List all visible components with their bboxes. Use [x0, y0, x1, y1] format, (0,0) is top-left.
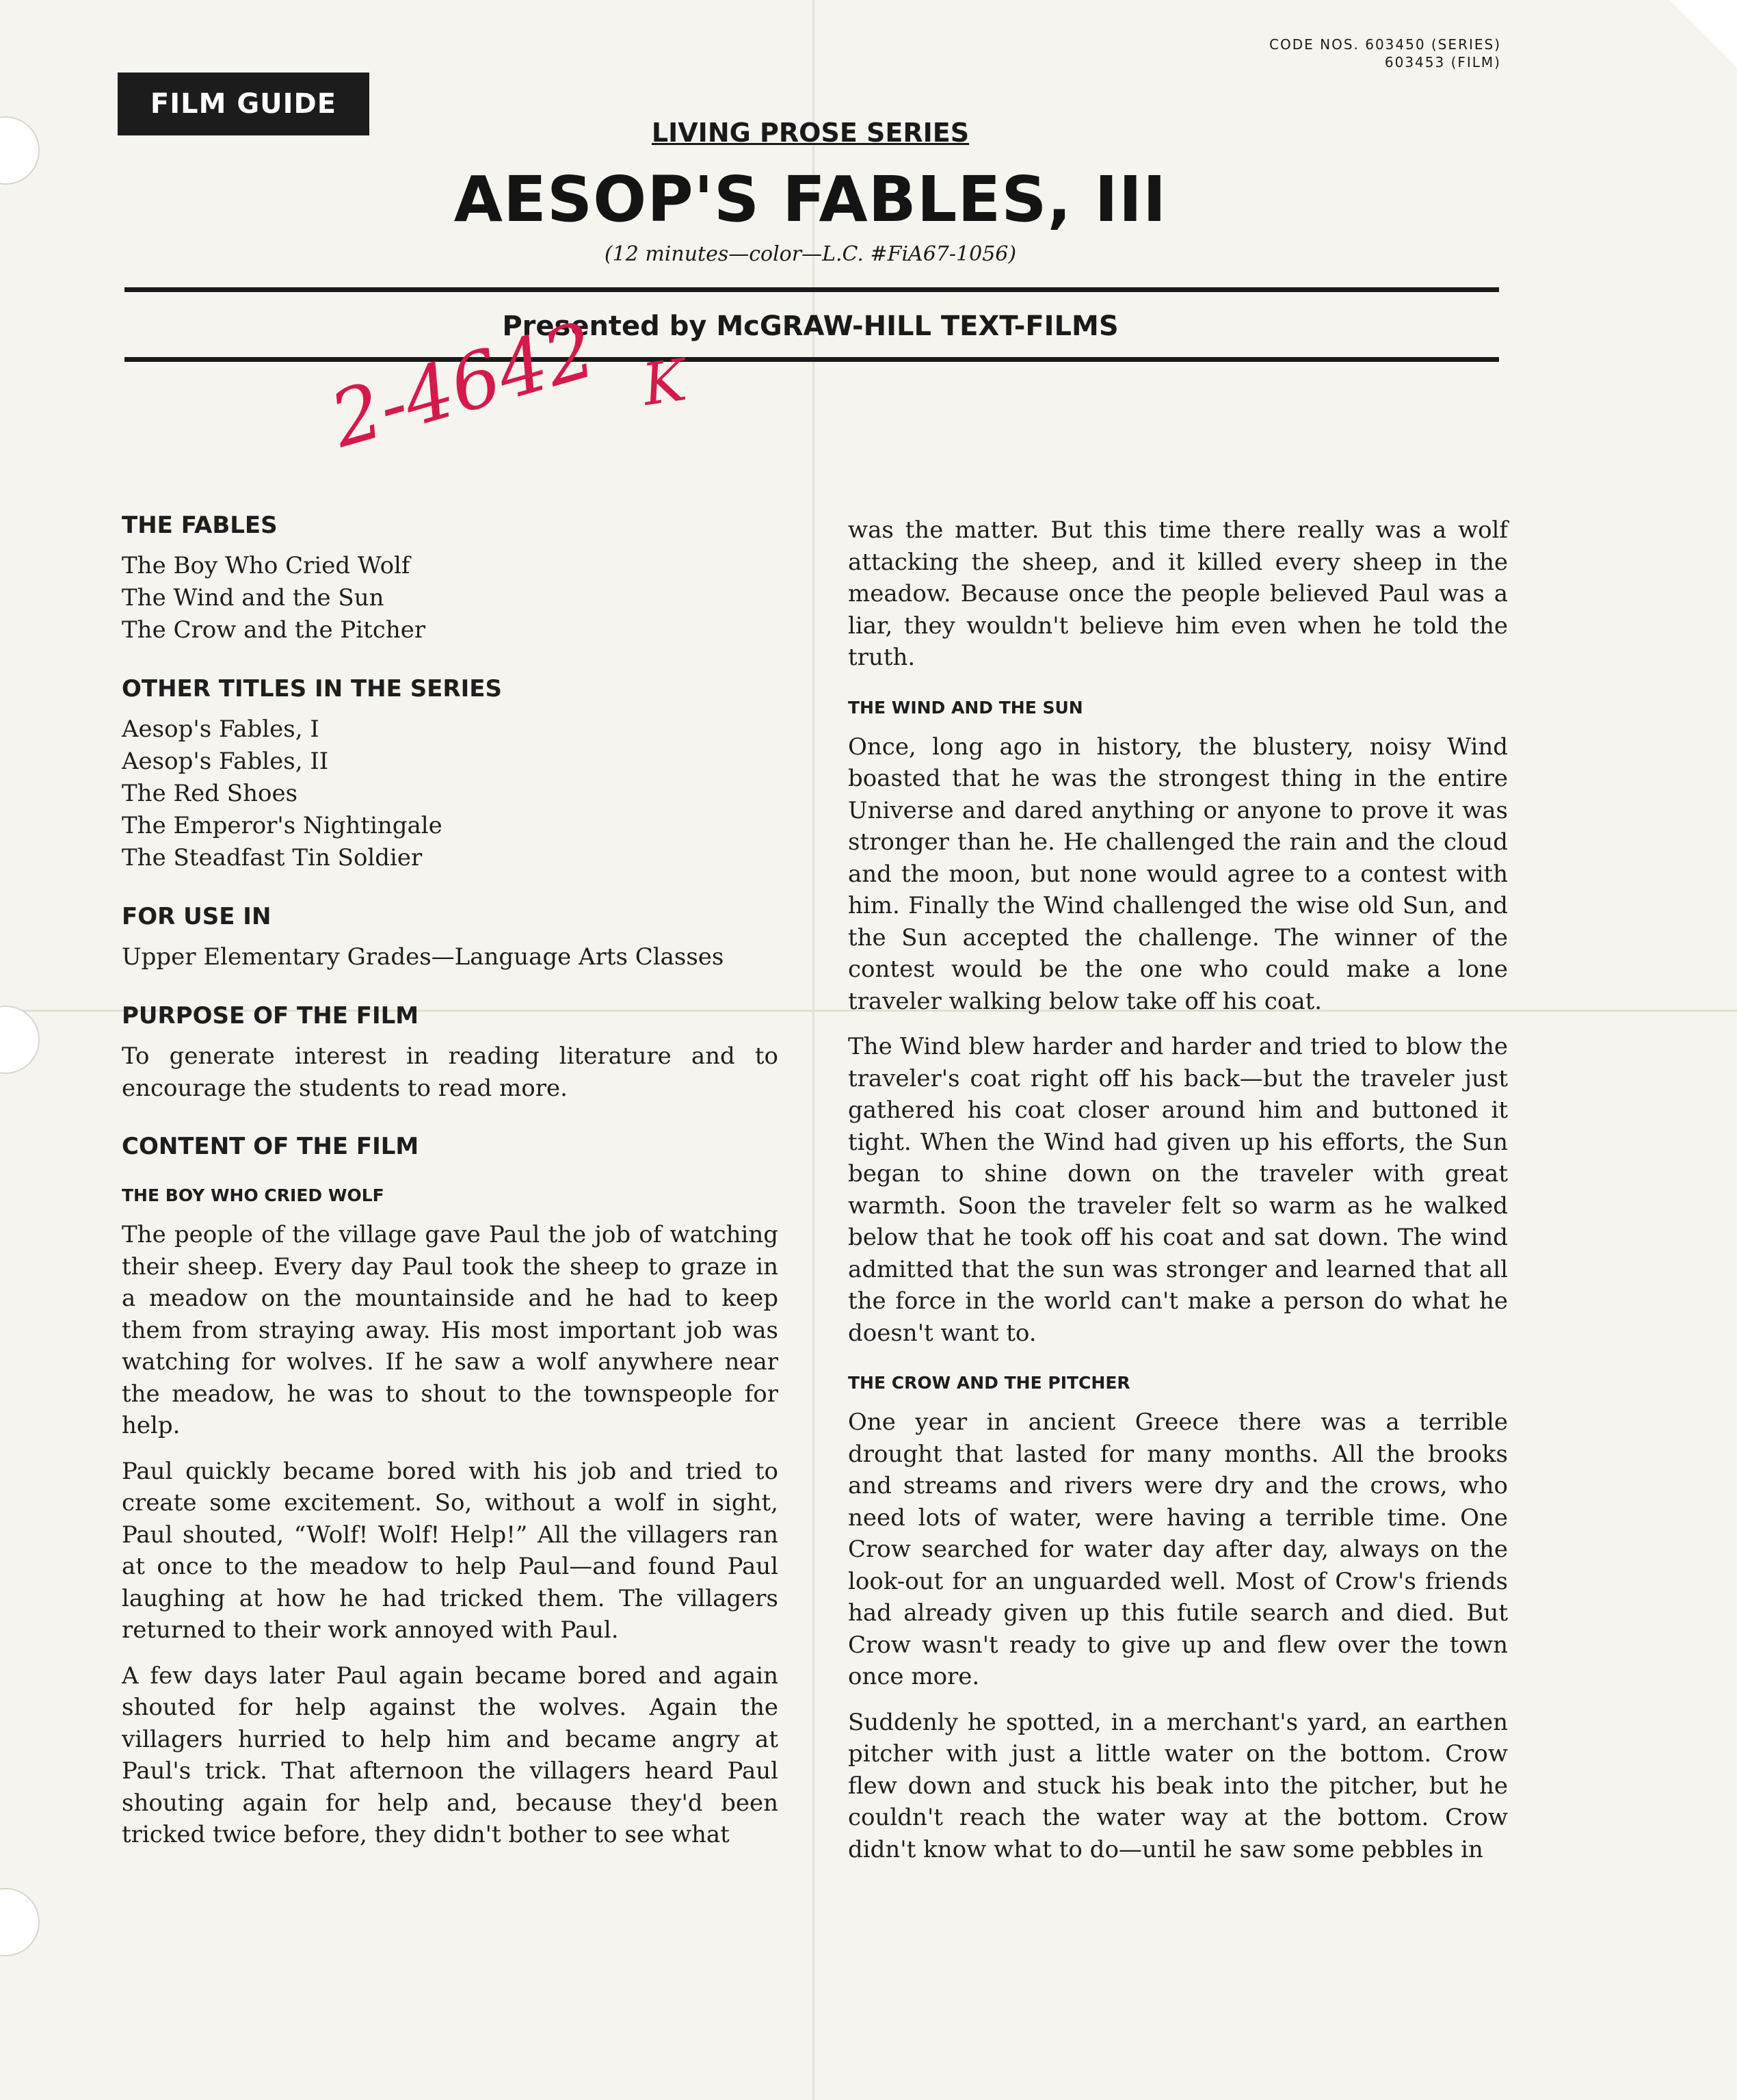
- rule-top: [124, 287, 1499, 292]
- right-column: [848, 514, 1508, 1865]
- boy-paragraph-2: Paul quickly became bored with his job and tried to create some excitement. So, without a wolf in sight, Paul shouted, “Wolf! Wolf! Help!” All the villagers ran at once to the meadow to help Paul—and found Paul laughing at how he had tricked them. The villagers returned to their work annoyed with Paul.: [122, 1457, 778, 1644]
- purpose-heading: PURPOSE OF THE FILM: [122, 1002, 419, 1029]
- wind-and-sun-heading: THE WIND AND THE SUN: [848, 697, 1083, 718]
- punch-hole-bottom: [0, 1888, 40, 1956]
- torn-corner: [1669, 0, 1737, 68]
- crow-and-pitcher-heading: THE CROW AND THE PITCHER: [848, 1373, 1130, 1393]
- wind-paragraph-2: The Wind blew harder and harder and tried to blow the traveler's coat right off his back—but the traveler just gathered his coat closer around him and buttoned it tight. When the Wind had given up his efforts, the Sun began to shine down on the traveler with great warmth. Soon the traveler felt so warm as he walked below that he took off his coat and sat down. The wind admitted that the sun was stronger and learned that all the force in the world can't make a person do what he doesn't want to.: [848, 1033, 1508, 1347]
- fable-item: The Crow and the Pitcher: [122, 616, 426, 644]
- rule-bottom: [124, 357, 1499, 362]
- film-meta: (12 minutes—color—L.C. #FiA67-1056): [604, 242, 1017, 266]
- handwritten-catalog-number: 2-4642: [321, 305, 605, 465]
- other-titles-heading: OTHER TITLES IN THE SERIES: [122, 675, 502, 703]
- crow-paragraph-1: One year in ancient Greece there was a terrible drought that lasted for many months. All the brooks and streams and rivers were dry and the crows, who need lots of water, were having a terrible time. One Crow searched for water day after day, always on the look-out for an unguarded well. Most of Crow's friends had already given up this futile search and died. But Crow wasn't ready to give up and flew over the town once more.: [848, 1408, 1508, 1690]
- code-film: 603453 (FILM): [1384, 54, 1501, 70]
- left-column: [122, 512, 778, 1851]
- page-title: AESOP'S FABLES, III: [453, 163, 1167, 236]
- boy-who-cried-wolf-heading: THE BOY WHO CRIED WOLF: [122, 1185, 384, 1205]
- for-use-in-heading: FOR USE IN: [122, 903, 271, 930]
- boy-paragraph-3: A few days later Paul again became bored and again shouted for help against the wolves. Again the villagers hurried to help him and became angry at Paul's trick. That afternoon the villagers heard Paul shouting again for help and, because they'd been tricked twice before, they didn't bother to see what: [122, 1662, 778, 1848]
- for-use-in-text: Upper Elementary Grades—Language Arts Classes: [122, 943, 724, 971]
- punch-hole-middle: [0, 1006, 40, 1074]
- boy-paragraph-4: was the matter. But this time there really was a wolf attacking the sheep, and it killed every sheep in the meadow. Because once the people believed Paul was a liar, they wouldn't believe him even when he told the truth.: [848, 516, 1508, 671]
- presenter-line: Presented by McGRAW-HILL TEXT-FILMS: [502, 311, 1119, 342]
- other-title-item: The Emperor's Nightingale: [122, 812, 442, 839]
- code-series: CODE NOS. 603450 (SERIES): [1269, 36, 1501, 53]
- series-title: LIVING PROSE SERIES: [651, 118, 970, 148]
- boy-paragraph-1: The people of the village gave Paul the job of watching their sheep. Every day Paul took the sheep to graze in a meadow on the mountainside and he had to keep them from straying away. His most important job was watching for wolves. If he saw a wolf anywhere near the meadow, he was to shout to the townspeople for help.: [122, 1221, 778, 1439]
- other-title-item: The Steadfast Tin Soldier: [122, 844, 423, 871]
- other-title-item: Aesop's Fables, II: [122, 748, 329, 775]
- content-heading: CONTENT OF THE FILM: [122, 1133, 419, 1160]
- wind-paragraph-1: Once, long ago in history, the blustery, noisy Wind boasted that he was the strongest thing in the entire Universe and dared anything or anyone to prove it was stronger than he. He challenged the rain and the cloud and the moon, but none would agree to a contest with him. Finally the Wind challenged the wise old Sun, and the Sun accepted the challenge. The winner of the contest would be the one who could make a lone traveler walking below take off his coat.: [848, 733, 1508, 1015]
- handwritten-mark: K: [638, 346, 691, 419]
- other-title-item: Aesop's Fables, I: [122, 716, 319, 743]
- crow-paragraph-2: Suddenly he spotted, in a merchant's yard, an earthen pitcher with just a little water on the bottom. Crow flew down and stuck his beak into the pitcher, but he couldn't reach the water way at the bottom. Crow didn't know what to do—until he saw some pebbles in: [848, 1708, 1508, 1863]
- fables-heading: THE FABLES: [122, 512, 278, 539]
- film-guide-badge: FILM GUIDE: [118, 73, 369, 135]
- code-numbers: [1269, 36, 1501, 71]
- purpose-text: To generate interest in reading literature and to encourage the students to read more.: [122, 1042, 778, 1102]
- fable-item: The Wind and the Sun: [122, 584, 384, 612]
- other-title-item: The Red Shoes: [122, 780, 298, 807]
- fable-item: The Boy Who Cried Wolf: [122, 552, 410, 579]
